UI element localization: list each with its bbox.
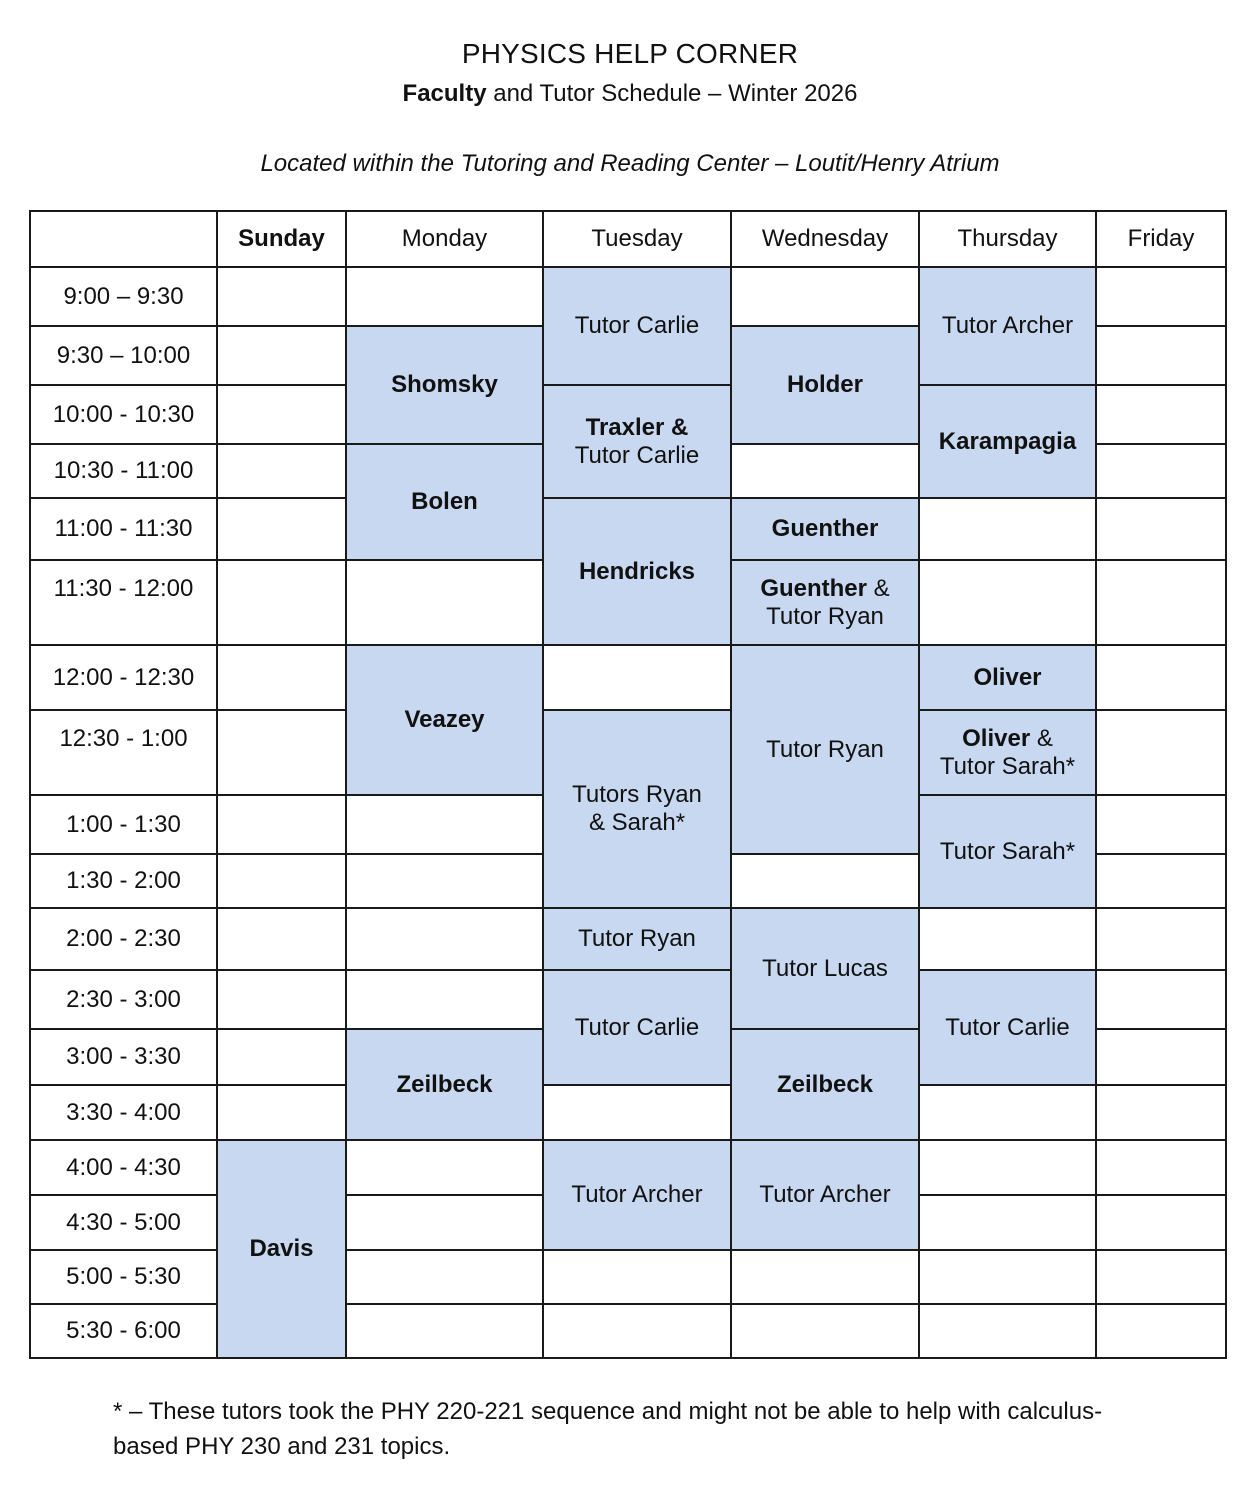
empty-cell xyxy=(543,1250,731,1304)
session-name: Guenther xyxy=(771,515,879,542)
time-cell: 2:30 - 3:00 xyxy=(30,970,217,1029)
empty-cell xyxy=(731,1304,919,1358)
session-name: Oliver xyxy=(962,724,1031,752)
empty-cell xyxy=(919,1250,1096,1304)
footnote: * – These tutors took the PHY 220-221 sequence and might not be able to help with calculus-based PHY 230 and 231 topics. xyxy=(113,1398,1103,1460)
session-name: Guenther xyxy=(760,574,867,602)
corner-cell xyxy=(30,211,217,267)
session-tue-hendricks xyxy=(543,498,731,645)
empty-cell xyxy=(1096,1085,1226,1140)
empty-cell xyxy=(731,267,919,326)
session-thu-tutor-sarah: Tutor Sarah* xyxy=(919,795,1096,908)
empty-cell xyxy=(346,560,543,645)
session-thu-oliver xyxy=(919,645,1096,710)
day-header-sunday: Sunday xyxy=(217,211,346,267)
time-cell: 10:30 - 11:00 xyxy=(30,444,217,498)
day-header-wednesday: Wednesday xyxy=(731,211,919,267)
table-row xyxy=(30,498,1226,560)
time-cell: 9:30 – 10:00 xyxy=(30,326,217,385)
empty-cell xyxy=(217,385,346,444)
location-note: Located within the Tutoring and Reading Center – Loutit/Henry Atrium xyxy=(260,150,1000,177)
session-wed-guenther-ryan xyxy=(731,560,919,645)
empty-cell xyxy=(217,267,346,326)
time-cell: 3:00 - 3:30 xyxy=(30,1029,217,1085)
empty-cell xyxy=(217,795,346,854)
session-wed-tutor-ryan: Tutor Ryan xyxy=(731,645,919,854)
table-row xyxy=(30,267,1226,326)
day-header-friday: Friday xyxy=(1096,211,1226,267)
time-cell: 4:00 - 4:30 xyxy=(30,1140,217,1195)
empty-cell xyxy=(1096,645,1226,710)
empty-cell xyxy=(217,710,346,795)
empty-cell xyxy=(543,1304,731,1358)
time-cell: 11:30 - 12:00 xyxy=(30,560,217,645)
session-tue-traxler-carlie xyxy=(543,385,731,498)
session-name: Holder xyxy=(786,371,863,398)
subtitle-rest: and Tutor Schedule – Winter 2026 xyxy=(486,80,858,107)
empty-cell xyxy=(731,1250,919,1304)
empty-cell xyxy=(346,854,543,908)
empty-cell xyxy=(346,267,543,326)
empty-cell xyxy=(1096,908,1226,970)
session-name: Veazey xyxy=(404,706,485,733)
session-wed-guenther xyxy=(731,498,919,560)
time-cell: 1:30 - 2:00 xyxy=(30,854,217,908)
empty-cell xyxy=(346,1195,543,1250)
empty-cell xyxy=(346,908,543,970)
day-header-monday: Monday xyxy=(346,211,543,267)
empty-cell xyxy=(346,1140,543,1195)
session-name: & Sarah* xyxy=(588,809,686,836)
session-name: Davis xyxy=(249,1235,314,1262)
schedule-table xyxy=(29,210,1227,1359)
session-name: Tutors Ryan xyxy=(572,781,702,808)
table-row xyxy=(30,645,1226,710)
session-amp: & xyxy=(867,574,890,602)
session-name: Hendricks xyxy=(578,557,696,585)
empty-cell xyxy=(346,795,543,854)
time-cell: 3:30 - 4:00 xyxy=(30,1085,217,1140)
session-thu-karampagia xyxy=(919,385,1096,498)
time-cell: 12:30 - 1:00 xyxy=(30,710,217,795)
session-mon-zeilbeck xyxy=(346,1029,543,1140)
empty-cell xyxy=(1096,1304,1226,1358)
session-mon-bolen xyxy=(346,444,543,560)
subtitle-bold: Faculty xyxy=(402,80,487,107)
session-wed-tutor-archer: Tutor Archer xyxy=(731,1140,919,1250)
table-row xyxy=(30,1304,1226,1358)
empty-cell xyxy=(543,1085,731,1140)
empty-cell xyxy=(731,854,919,908)
session-mon-shomsky xyxy=(346,326,543,444)
empty-cell xyxy=(919,560,1096,645)
time-cell: 4:30 - 5:00 xyxy=(30,1195,217,1250)
empty-cell xyxy=(1096,1250,1226,1304)
table-row xyxy=(30,1140,1226,1195)
empty-cell xyxy=(217,1029,346,1085)
session-name: Shomsky xyxy=(391,371,498,398)
table-row xyxy=(30,710,1226,795)
empty-cell xyxy=(1096,1029,1226,1085)
page-subtitle xyxy=(0,80,1260,108)
empty-cell xyxy=(919,1085,1096,1140)
empty-cell xyxy=(1096,560,1226,645)
session-amp: & xyxy=(1030,724,1053,752)
session-name: Traxler & xyxy=(585,413,689,441)
session-name: Tutor Sarah* xyxy=(939,752,1076,780)
session-tue-tutors-ryan-sarah xyxy=(543,710,731,908)
empty-cell xyxy=(217,326,346,385)
empty-cell xyxy=(217,1085,346,1140)
time-cell: 10:00 - 10:30 xyxy=(30,385,217,444)
table-row xyxy=(30,385,1226,444)
time-cell: 12:00 - 12:30 xyxy=(30,645,217,710)
empty-cell xyxy=(346,1304,543,1358)
empty-cell xyxy=(1096,498,1226,560)
empty-cell xyxy=(1096,795,1226,854)
session-tue-tutor-ryan: Tutor Ryan xyxy=(543,908,731,970)
table-row xyxy=(30,908,1226,970)
empty-cell xyxy=(1096,444,1226,498)
time-cell: 1:00 - 1:30 xyxy=(30,795,217,854)
session-name: Zeilbeck xyxy=(776,1070,874,1098)
session-wed-tutor-lucas: Tutor Lucas xyxy=(731,908,919,1029)
time-cell: 2:00 - 2:30 xyxy=(30,908,217,970)
empty-cell xyxy=(919,1195,1096,1250)
table-row xyxy=(30,1085,1226,1140)
session-name: Karampagia xyxy=(938,427,1077,455)
empty-cell xyxy=(217,854,346,908)
empty-cell xyxy=(346,1250,543,1304)
empty-cell xyxy=(543,645,731,710)
empty-cell xyxy=(217,560,346,645)
empty-cell xyxy=(1096,854,1226,908)
session-thu-tutor-carlie: Tutor Carlie xyxy=(919,970,1096,1085)
session-tue-tutor-carlie-2: Tutor Carlie xyxy=(543,970,731,1085)
empty-cell xyxy=(217,970,346,1029)
session-name: Tutor Carlie xyxy=(574,441,700,469)
empty-cell xyxy=(1096,326,1226,385)
empty-cell xyxy=(346,970,543,1029)
empty-cell xyxy=(217,444,346,498)
session-wed-zeilbeck xyxy=(731,1029,919,1140)
header-row xyxy=(30,211,1226,267)
day-header-thursday: Thursday xyxy=(919,211,1096,267)
session-name: Oliver xyxy=(973,663,1042,691)
day-header-tuesday: Tuesday xyxy=(543,211,731,267)
empty-cell xyxy=(1096,385,1226,444)
empty-cell xyxy=(919,908,1096,970)
table-row xyxy=(30,970,1226,1029)
session-tue-tutor-carlie: Tutor Carlie xyxy=(543,267,731,385)
empty-cell xyxy=(217,645,346,710)
empty-cell xyxy=(919,498,1096,560)
empty-cell xyxy=(217,908,346,970)
empty-cell xyxy=(1096,1140,1226,1195)
session-name: Tutor Ryan xyxy=(766,602,884,630)
empty-cell xyxy=(919,1140,1096,1195)
empty-cell xyxy=(731,444,919,498)
empty-cell xyxy=(1096,1195,1226,1250)
time-cell: 5:30 - 6:00 xyxy=(30,1304,217,1358)
empty-cell xyxy=(217,498,346,560)
session-name: Zeilbeck xyxy=(396,1070,493,1098)
session-thu-tutor-archer: Tutor Archer xyxy=(919,267,1096,385)
time-cell: 9:00 – 9:30 xyxy=(30,267,217,326)
session-wed-holder xyxy=(731,326,919,444)
session-mon-veazey xyxy=(346,645,543,795)
empty-cell xyxy=(1096,710,1226,795)
table-row xyxy=(30,1250,1226,1304)
session-name: Bolen xyxy=(411,488,478,515)
empty-cell xyxy=(1096,267,1226,326)
session-tue-tutor-archer: Tutor Archer xyxy=(543,1140,731,1250)
page-title: PHYSICS HELP CORNER xyxy=(461,38,799,69)
session-thu-oliver-sarah xyxy=(919,710,1096,795)
empty-cell xyxy=(919,1304,1096,1358)
time-cell: 11:00 - 11:30 xyxy=(30,498,217,560)
time-cell: 5:00 - 5:30 xyxy=(30,1250,217,1304)
session-sun-davis xyxy=(217,1140,346,1358)
empty-cell xyxy=(1096,970,1226,1029)
